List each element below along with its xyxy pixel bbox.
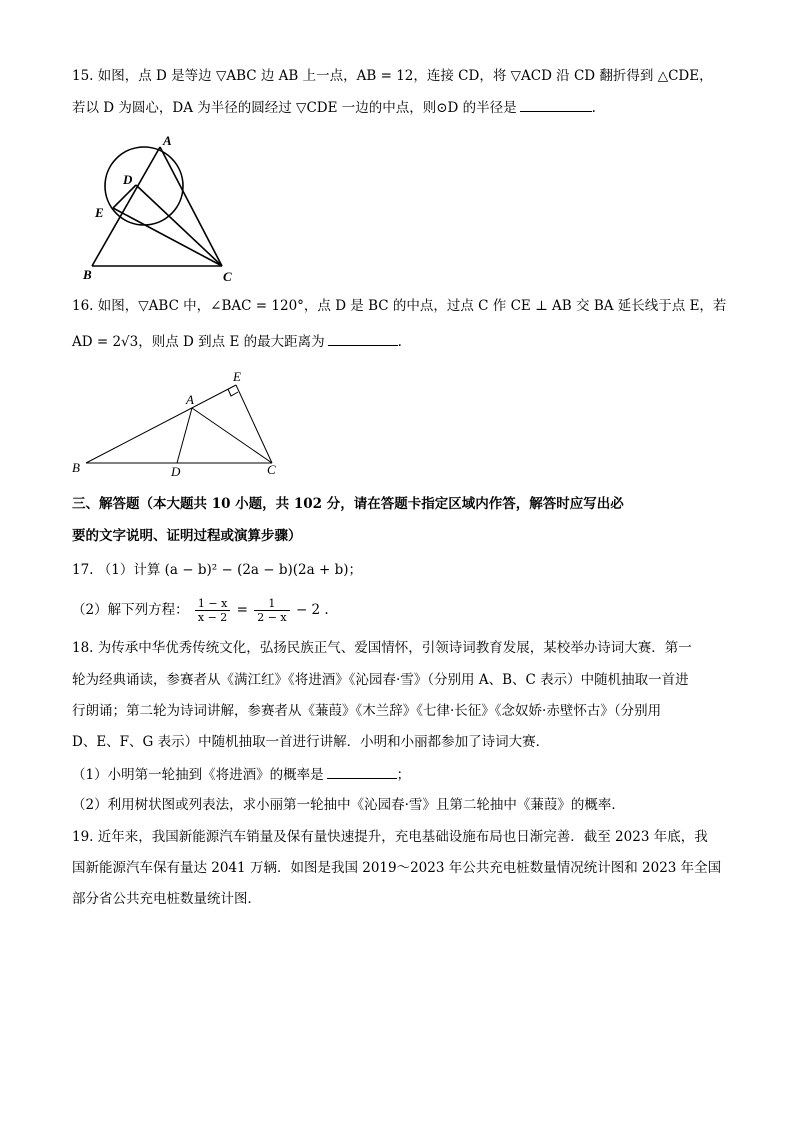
- q16-line2: [72, 331, 402, 352]
- section3-heading-line2: 要的文字说明、证明过程或演算步骤）: [72, 528, 302, 544]
- q17-part2-suffix: − 2 .: [295, 602, 329, 618]
- q19-line1: 19. 近年来，我国新能源汽车销量及保有量快速提升，充电基础设施布局也日渐完善．截至 2023 年底，我: [72, 829, 708, 845]
- q16-line1: 16. 如图，▽ABC 中，∠BAC = 120°，点 D 是 BC 的中点，过点 C 作 CE ⊥ AB 交 BA 延长线于点 E，若: [72, 298, 727, 314]
- q16-figure: [66, 366, 296, 478]
- q18-part1: [72, 764, 410, 785]
- q17-part2-prefix: （2）解下列方程：: [72, 602, 189, 618]
- q19-line3: 部分省公共充电桩数量统计图．: [72, 891, 261, 907]
- q18-part2: （2）利用树状图或列表法，求小丽第一轮抽中《沁园春·雪》且第二轮抽中《蒹葭》的概率．: [72, 797, 625, 813]
- q16-label-e: E: [233, 369, 241, 384]
- q15-label-c: C: [223, 269, 232, 283]
- q17-frac1-num: 1 − x: [195, 597, 230, 611]
- q15-line2-prefix: 若以 D 为圆心，DA 为半径的圆经过 ▽CDE 一边的中点，则⊙D 的半径是: [72, 100, 517, 116]
- q17-frac2-num: 1: [254, 597, 289, 611]
- q16-line2-suffix: .: [397, 334, 402, 350]
- q16-triangle: [86, 385, 272, 463]
- q18-answer-blank: [327, 764, 397, 779]
- q18-line4: D、E、F、G 表示）中随机抽取一首进行讲解．小明和小丽都参加了诗词大赛．: [72, 734, 550, 750]
- q18-line1: 18. 为传承中华优秀传统文化，弘扬民族正气、爱国情怀，引领诗词教育发展，某校举办诗词大赛．第一: [72, 640, 692, 656]
- q15-label-e: E: [95, 205, 104, 220]
- q18-line3: 行朗诵；第二轮为诗词讲解，参赛者从《蒹葭》《木兰辞》《七律·长征》《念奴娇·赤壁怀古》（分别用: [72, 703, 662, 719]
- q16-line2-prefix: AD = 2√3，则点 D 到点 E 的最大距离为: [72, 334, 325, 350]
- q17-fraction-2: [254, 597, 289, 624]
- q17-part2: [72, 593, 329, 627]
- q16-answer-blank: [328, 331, 398, 346]
- q17-frac1-den: x − 2: [197, 611, 228, 624]
- section3-heading-line1: 三、解答题（本大题共 10 小题，共 102 分，请在答题卡指定区域内作答，解答时应写出必: [72, 496, 624, 512]
- q16-label-b: B: [72, 460, 80, 475]
- q15-line2: [72, 97, 596, 118]
- q15-triangle-abc: [92, 147, 222, 266]
- q15-figure: [75, 128, 255, 283]
- q15-label-b: B: [83, 267, 92, 282]
- q15-answer-blank: [520, 97, 592, 112]
- q17-equals: =: [236, 602, 248, 618]
- q18-line2: 轮为经典诵读，参赛者从《满江红》《将进酒》《沁园春·雪》（分别用 A、B、C 表示）中随机抽取一首进: [72, 672, 689, 688]
- q15-label-d: D: [123, 172, 133, 187]
- q16-label-d: D: [171, 464, 181, 478]
- q16-label-a: A: [186, 392, 194, 407]
- q16-label-c: C: [267, 462, 276, 477]
- q18-part1-prefix: （1）小明第一轮抽到《将进酒》的概率是: [72, 767, 324, 783]
- q15-line2-suffix: .: [591, 100, 596, 116]
- q17-frac2-den: 2 − x: [257, 611, 287, 624]
- q15-label-a: A: [163, 133, 172, 148]
- q17-part1: 17. （1）计算 (a − b)² − (2a − b)(2a + b)；: [72, 562, 362, 578]
- q18-part1-suffix: ；: [396, 767, 411, 783]
- q19-line2: 国新能源汽车保有量达 2041 万辆．如图是我国 2019～2023 年公共充电桩数量情况统计图和 2023 年全国: [72, 860, 722, 876]
- q17-fraction-1: [195, 597, 230, 624]
- q15-line1: 15. 如图，点 D 是等边 ▽ABC 边 AB 上一点，AB = 12，连接 CD，将 ▽ACD 沿 CD 翻折得到 △CDE，: [72, 68, 713, 84]
